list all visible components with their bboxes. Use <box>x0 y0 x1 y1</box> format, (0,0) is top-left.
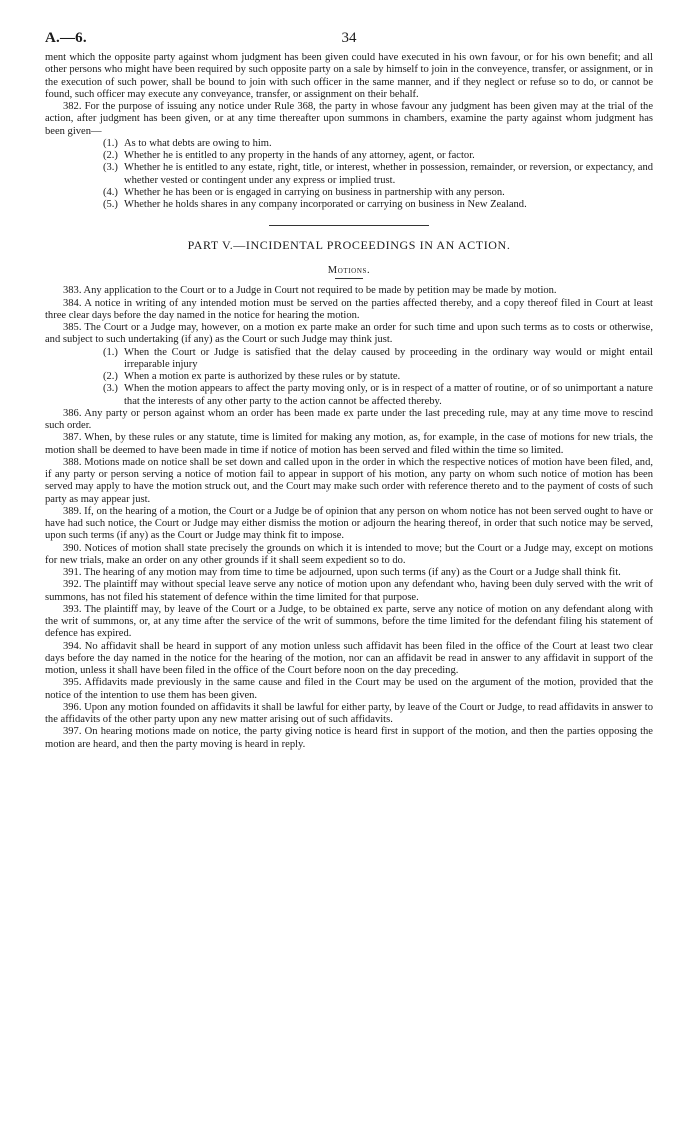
list-text: Whether he has been or is engaged in carrying on business in partnership with any person. <box>124 186 505 198</box>
rule-387: 387. When, by these rules or any statute, time is limited for making any motion, as, for example, in the case of motions for new trials, the motion shall be deemed to have been made in time if notice of motion has been served and filed within the time so limited. <box>45 432 653 456</box>
page-header <box>45 22 653 52</box>
rule-384: 384. A notice in writing of any intended motion must be served on the parties affected thereby, and a copy thereof filed in Court at least three clear days before the day named in the notice for hearing the motion. <box>45 297 653 321</box>
rule-389: 389. If, on the hearing of a motion, the Court or a Judge be of opinion that any person on whom notice has not been served ought to have or have had such notice, the Court or Judge may either dismiss the motion or adjourn the hearing thereof, in order that such notice may be served, upon such terms (if any) as the Court or Judge may think fit to impose. <box>45 505 653 542</box>
section-motions <box>45 285 653 751</box>
document-page <box>45 22 653 751</box>
rule-385-list <box>45 347 653 408</box>
list-text: When the motion appears to affect the party moving only, or is in respect of a matter of routine, or of so unimportant a nature that the interests of any other party to the action cannot be affected thereby. <box>124 383 653 407</box>
list-item <box>45 371 653 383</box>
list-item <box>45 150 653 162</box>
list-item <box>45 383 653 408</box>
list-text: Whether he is entitled to any property in the hands of any attorney, agent, or factor. <box>124 150 475 161</box>
list-item <box>45 162 653 187</box>
continued-paragraph: ment which the opposite party against whom judgment has been given could have executed in his own favour, or for his own benefit; and all other persons who might have been required by such opposite party on a sale by himself to join in the conveyence, transfer, or assignment, or in the execution of such power, shall be bound to join with such officer in the same manner, and if they neglect or refuse so to do, or cannot be found, such officer may execute any conveyance, transfer, or assignment on their behalf. <box>45 52 653 100</box>
rule-382-list <box>45 138 653 212</box>
list-item <box>45 187 653 199</box>
section-rule-382 <box>45 52 653 211</box>
list-item <box>45 199 653 211</box>
rule-396: 396. Upon any motion founded on affidavits it shall be lawful for either party, by leave of the Court or Judge, to read affidavits in answer to the affidavits of the other party upon any new matter arising out of such affidavits. <box>45 701 653 725</box>
rule-385: 385. The Court or a Judge may, however, on a motion ex parte make an order for such time and upon such terms as to costs or otherwise, and subject to such undertaking (if any) as the Court or such Judge may think just. <box>45 322 653 346</box>
list-text: When the Court or Judge is satisfied that the delay caused by proceeding in the ordinary way would or might entail irreparable injury <box>124 346 653 370</box>
rule-393: 393. The plaintiff may, by leave of the Court or a Judge, to be obtained ex parte, serve any notice of motion on any defendant along with the writ of summons, or, at any time after the service of the writ of summons, before the time limited for the defendant filing his statement of defence has expired. <box>45 603 653 640</box>
section-heading: Motions. <box>327 265 371 277</box>
rule-383: 383. Any application to the Court or to a Judge in Court not required to be made by petition may be made by motion. <box>63 285 557 297</box>
rule-391: 391. The hearing of any motion may from time to time be adjourned, upon such terms (if any) as the Court or a Judge shall think fit. <box>63 567 621 578</box>
list-item <box>45 138 653 150</box>
list-item <box>45 347 653 372</box>
page-number: 34 <box>341 30 357 46</box>
rule-394: 394. No affidavit shall be heard in support of any motion unless such affidavit has been filed in the office of the Court at least two clear days before the day named in the notice for the hearing of the motion, nor can an affidavit be read in answer to any affidavit in support of the motion, unless it shall have been filed in the office of the Court before noon on the day preceding. <box>45 640 653 676</box>
document-code: A.—6. <box>45 30 87 46</box>
rule-382: 382. For the purpose of issuing any notice under Rule 368, the party in whose favour any judgment has been given may at the trial of the action, after judgment has been given, or at any time thereafter upon summons in chambers, examine the party against whom judgment has been given— <box>45 101 653 137</box>
list-number: (4.) <box>103 186 118 198</box>
list-number: (1.) <box>103 137 118 149</box>
list-number: (2.) <box>103 371 118 382</box>
list-number: (3.) <box>103 383 118 395</box>
rule-386: 386. Any party or person against whom an order has been made ex parte under the last preceding rule, may at any time move to rescind such order. <box>45 407 653 431</box>
list-number: (2.) <box>103 150 118 161</box>
rule-397: 397. On hearing motions made on notice, the party giving notice is heard first in support of the motion, and then the parties opposing the motion are heard, and then the party moving is heard in reply. <box>45 726 653 750</box>
list-text: As to what debts are owing to him. <box>124 137 272 149</box>
list-number: (3.) <box>103 162 118 174</box>
rule-392: 392. The plaintiff may without special leave serve any notice of motion upon any defendant who, having been duly served with the writ of summons, has not filed his statement of defence within the time limited for that purpose. <box>45 579 653 603</box>
list-number: (5.) <box>103 199 118 210</box>
list-text: Whether he is entitled to any estate, right, title, or interest, whether in possession, remainder, or reversion, or expectancy, and whether vested or contingent under any express or implied trust. <box>124 162 653 186</box>
section-divider <box>269 225 429 226</box>
list-text: When a motion ex parte is authorized by these rules or by statute. <box>124 371 401 382</box>
rule-388: 388. Motions made on notice shall be set down and called upon in the order in which the respective notices of motion have been filed, and, if any party or person serving a notice of motion fail to appear in support of his motion, any party on whom such notice of motion has been served may apply to have the motion struck out, and the Court may make such order with reference thereto and to the payment of costs of such party as may appear just. <box>45 456 653 505</box>
rule-390: 390. Notices of motion shall state precisely the grounds on which it is intended to move; but the Court or a Judge may, except on motions for new trials, make an order on any other grounds if it shall seem expedient so to do. <box>45 542 653 566</box>
heading-underline <box>335 278 363 279</box>
list-text: Whether he holds shares in any company incorporated or carrying on business in New Zealand. <box>124 199 527 210</box>
list-number: (1.) <box>103 346 118 358</box>
rule-395: 395. Affidavits made previously in the same cause and filed in the Court may be used on the argument of the motion, provided that the notice of the intention to use them has been given. <box>45 677 653 701</box>
part-heading: PART V.—INCIDENTAL PROCEEDINGS IN AN ACTION. <box>187 238 511 253</box>
